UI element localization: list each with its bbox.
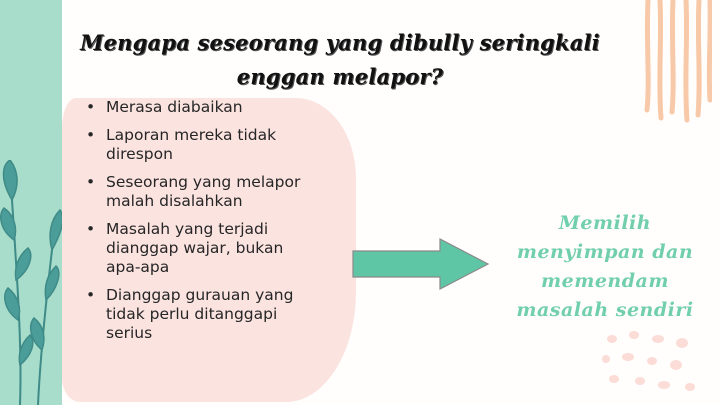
list-item	[84, 126, 322, 164]
bullet-icon: •	[86, 98, 96, 116]
slide-title: Mengapa seseorang yang dibully seringkali enggan melapor?	[80, 30, 600, 89]
arrow-right-icon	[352, 238, 490, 290]
bullet-icon: •	[86, 126, 96, 144]
list-item	[84, 98, 322, 117]
reason-text: Seseorang yang melapor malah disalahkan	[106, 173, 301, 210]
bullet-icon: •	[86, 173, 96, 191]
leaf-branch-decoration	[0, 160, 70, 405]
reason-text: Laporan mereka tidak direspon	[106, 126, 277, 163]
reason-text: Merasa diabaikan	[106, 98, 243, 116]
stripes-decoration	[642, 0, 712, 125]
list-item	[84, 173, 322, 211]
dots-decoration	[600, 329, 700, 399]
reason-text: Masalah yang terjadi dianggap wajar, bukan apa-apa	[106, 220, 284, 276]
reason-text: Dianggap gurauan yang tidak perlu ditanggapi serius	[106, 286, 294, 342]
bullet-icon: •	[86, 286, 96, 304]
list-item	[84, 286, 322, 343]
bullet-icon: •	[86, 220, 96, 238]
reasons-list	[84, 98, 322, 352]
list-item	[84, 220, 322, 277]
result-text: Memilih menyimpan dan memendam masalah sendiri	[516, 212, 694, 321]
